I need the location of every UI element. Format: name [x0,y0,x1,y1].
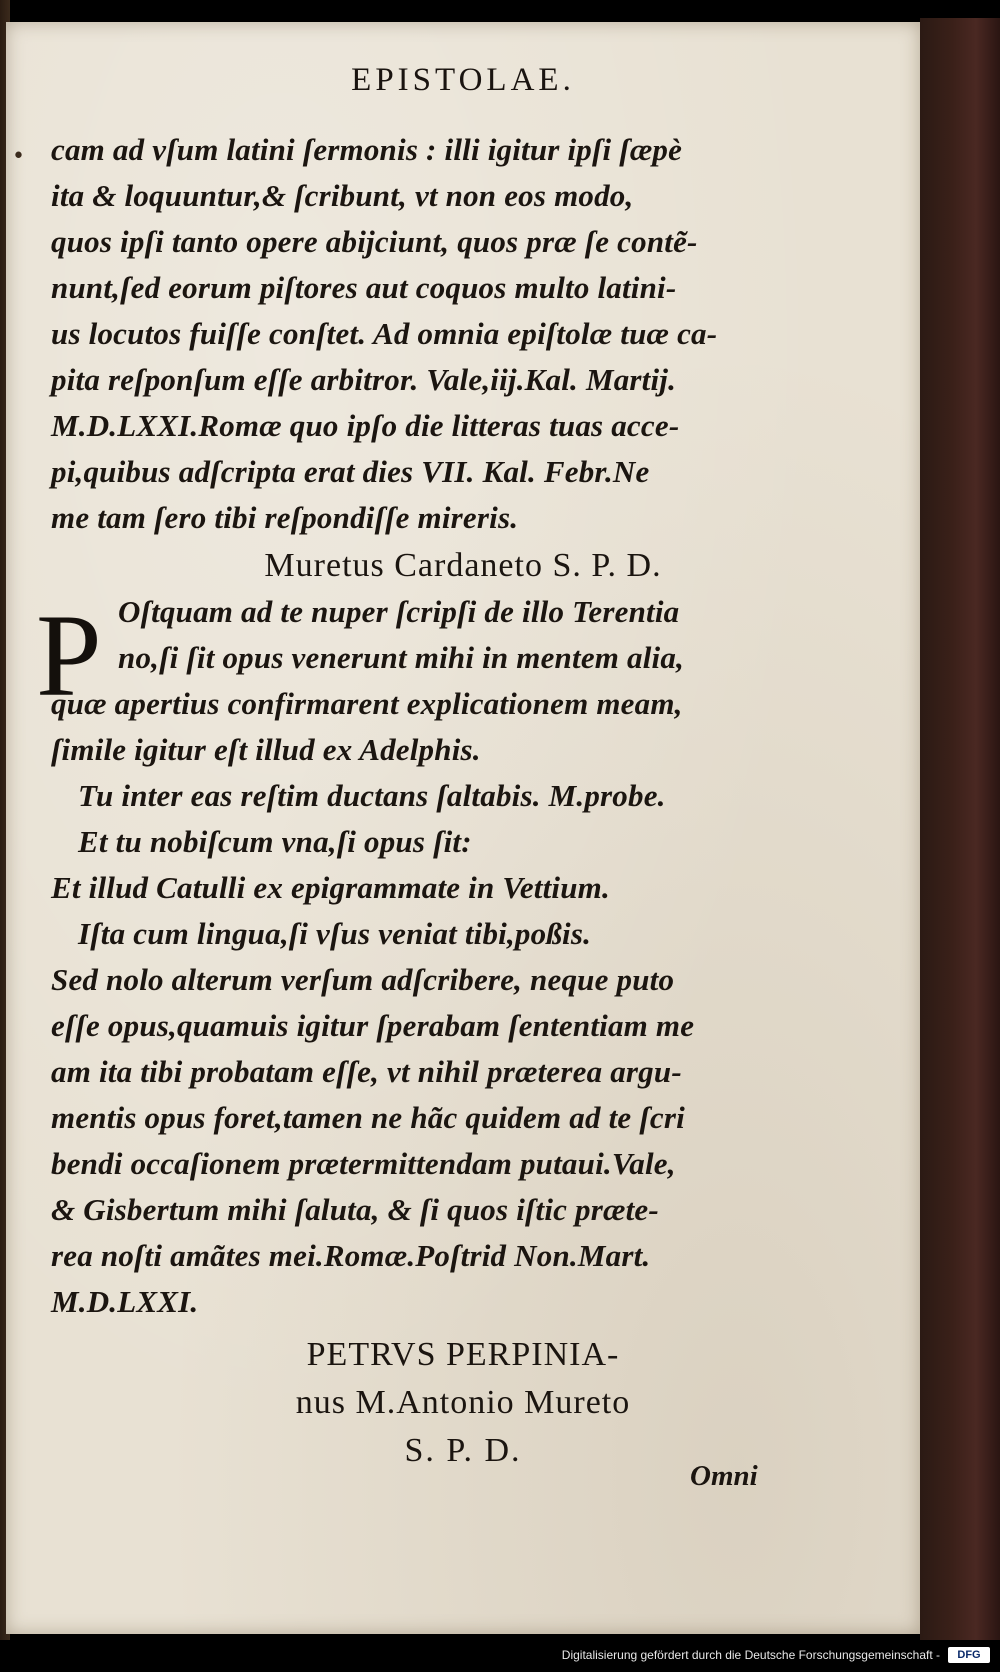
text-line: am ita tibi probatam eſſe, vt nihil præterea argu- [51,1054,682,1089]
letter2-heading-line: PETRVS PERPINIA- [306,1336,620,1373]
text-line: pi,quibus adſcripta erat dies VII. Kal. Febr.Ne [51,454,650,489]
text-line: rea noſti amãtes mei.Romæ.Poſtrid Non.Mart. [51,1238,651,1273]
text-line: & Gisbertum mihi ſaluta, & ſi quos iſtic præte- [51,1192,659,1227]
drop-cap: P [36,590,102,721]
text-line: us locutos fuiſſe conſtet. Ad omnia epiſtolæ tuæ ca- [51,316,718,351]
text-line: Oſtquam ad te nuper ſcripſi de illo Terentia [118,594,680,629]
letter2-heading-line: S. P. D. [404,1432,522,1469]
text-line: ſimile igitur eſt illud ex Adelphis. [51,732,481,767]
text-line: cam ad vſum latini ſermonis : illi igitur ipſi ſæpè [51,132,683,167]
footer-credit: Digitalisierung gefördert durch die Deutsche Forschungsgemeinschaft - [561,1648,940,1662]
text-line: Sed nolo alterum verſum adſcribere, neque puto [51,962,675,997]
running-head: EPISTOLAE. [351,62,575,98]
book-edge-right [920,18,1000,1640]
catchword: Omni [690,1460,758,1492]
text-line: ita & loquuntur,& ſcribunt, vt non eos modo, [51,178,634,213]
verse-line: Et tu nobiſcum vna,ſi opus ſit: [78,824,472,859]
verse-line: Tu inter eas reſtim ductans ſaltabis. M.probe. [78,778,666,813]
text-line: eſſe opus,quamuis igitur ſperabam ſententiam me [51,1008,695,1043]
book-page [6,22,920,1634]
letter2-heading-line: nus M.Antonio Mureto [295,1384,631,1421]
text-line: quos ipſi tanto opere abijciunt, quos præ ſe contẽ- [51,224,698,259]
text-line: me tam ſero tibi reſpondiſſe mireris. [51,500,519,535]
margin-mark: • [12,144,25,169]
text-line: no,ſi ſit opus venerunt mihi in mentem alia, [118,640,685,675]
text-line: nunt,ſed eorum piſtores aut coquos multo latini- [51,270,677,305]
text-line: Et illud Catulli ex epigrammate in Vettium. [51,870,610,905]
text-line: M.D.LXXI.Romæ quo ipſo die litteras tuas acce- [51,408,680,443]
verse-line: Iſta cum lingua,ſi vſus veniat tibi,poßis. [78,916,592,951]
text-line: M.D.LXXI. [51,1284,199,1319]
dfg-logo: DFG [948,1647,990,1663]
text-line: quæ apertius confirmarent explicationem meam, [51,686,683,721]
text-line: bendi occaſionem prætermittendam putaui.Vale, [51,1146,676,1181]
text-line: mentis opus foret,tamen ne hãc quidem ad te ſcri [51,1100,685,1135]
letter-heading: Muretus Cardaneto S. P. D. [264,547,662,584]
text-line: pita reſponſum eſſe arbitror. Vale,iij.Kal. Martij. [51,362,677,397]
